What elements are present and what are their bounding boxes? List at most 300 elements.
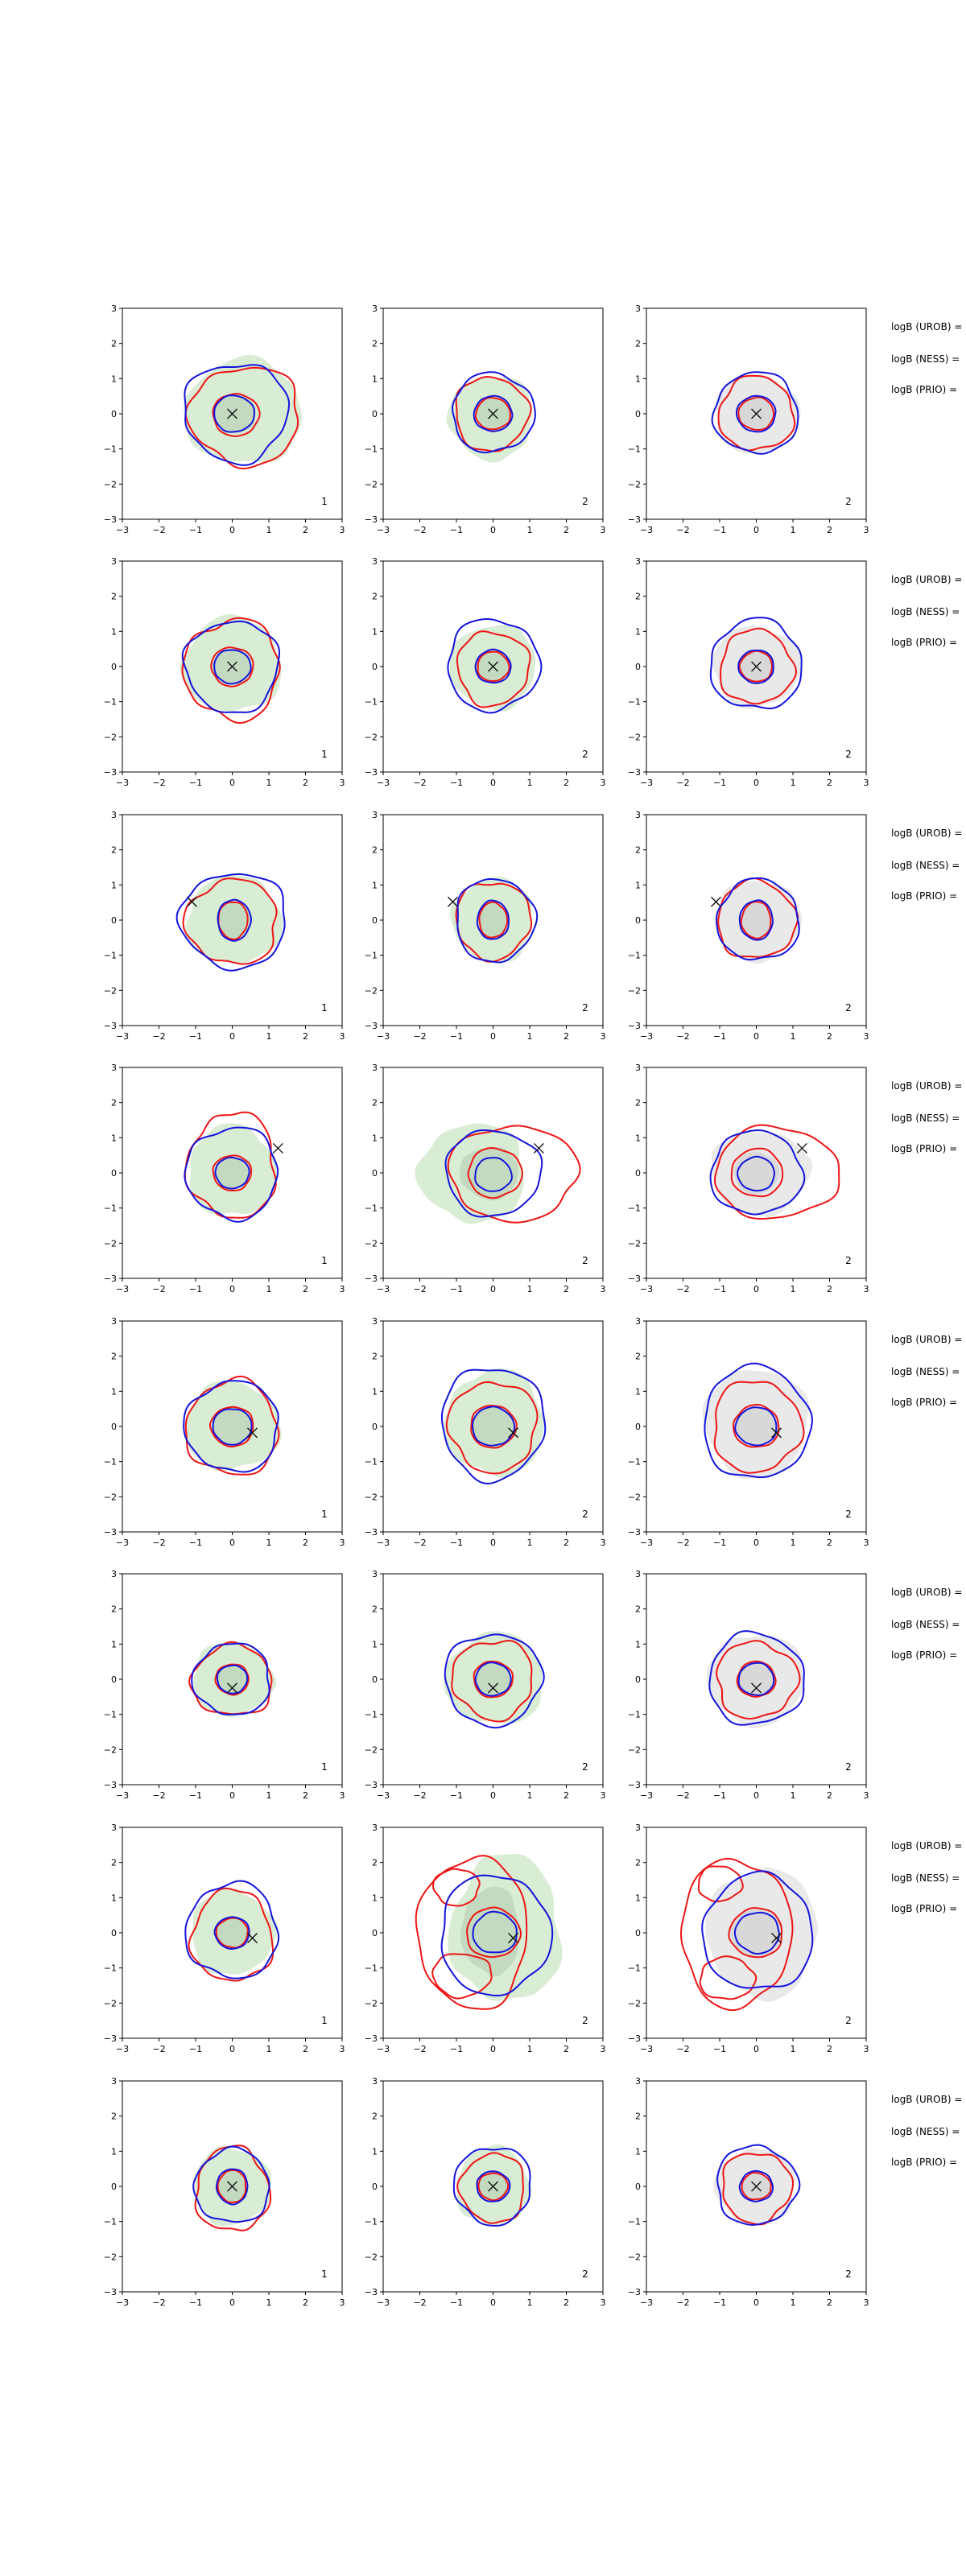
y-tick-label: 3 xyxy=(111,1823,117,1833)
plot-area xyxy=(716,878,803,964)
y-tick-label: 1 xyxy=(111,374,117,385)
logb-label-ness: logB (NESS) = xyxy=(891,606,960,617)
x-tick-label: −1 xyxy=(449,1538,464,1548)
y-tick-label: 2 xyxy=(372,1351,378,1362)
plot-area xyxy=(177,874,285,971)
x-tick-label: 0 xyxy=(490,525,496,535)
y-tick-label: −3 xyxy=(364,2287,378,2297)
y-tick-label: −2 xyxy=(627,2252,641,2263)
x-tick-label: 2 xyxy=(827,2297,832,2308)
x-tick-label: 1 xyxy=(790,1790,796,1801)
x-tick-label: −2 xyxy=(152,1031,166,1042)
y-tick-label: 2 xyxy=(111,338,117,349)
x-tick-label: −1 xyxy=(449,1790,464,1801)
y-tick-label: 3 xyxy=(635,1063,641,1073)
x-tick-label: −1 xyxy=(712,1284,727,1294)
logb-label-prio: logB (PRIO) = xyxy=(891,1143,958,1154)
x-tick-label: 2 xyxy=(827,2044,832,2054)
x-tick-label: 2 xyxy=(827,778,832,788)
x-tick-label: −3 xyxy=(376,1538,390,1548)
y-tick-label: 3 xyxy=(635,303,641,314)
y-tick-label: 0 xyxy=(372,1422,378,1432)
logb-label-prio: logB (PRIO) = xyxy=(891,1649,958,1661)
y-tick-label: 1 xyxy=(635,626,641,638)
logb-label-ness: logB (NESS) = xyxy=(891,1113,960,1124)
y-tick-label: 2 xyxy=(635,1857,641,1868)
y-tick-label: −1 xyxy=(627,1203,641,1214)
x-tick-label: −3 xyxy=(115,1790,130,1801)
y-tick-label: 0 xyxy=(372,1928,378,1938)
subplot-r2c2 xyxy=(356,556,613,793)
x-tick-label: −2 xyxy=(152,1790,166,1801)
plot-area xyxy=(448,619,541,713)
x-tick-label: 2 xyxy=(564,1031,569,1042)
y-tick-label: 1 xyxy=(111,2146,117,2157)
y-tick-label: 2 xyxy=(635,1604,641,1615)
y-tick-label: 0 xyxy=(111,1928,117,1938)
y-tick-label: −1 xyxy=(103,444,117,455)
panel-count-label: 1 xyxy=(321,1255,328,1266)
panel-count-label: 1 xyxy=(321,2015,328,2026)
x-tick-label: −3 xyxy=(639,1538,654,1548)
logb-label-urob: logB (UROB) = xyxy=(891,1080,963,1092)
x-tick-label: −1 xyxy=(188,525,203,535)
y-tick-label: 3 xyxy=(372,1063,378,1073)
panel-count-label: 2 xyxy=(845,496,852,507)
y-tick-label: 0 xyxy=(111,915,117,926)
subplot-r5c1 xyxy=(95,1316,352,1553)
x-tick-label: 2 xyxy=(827,1031,832,1042)
y-tick-label: 2 xyxy=(635,338,641,349)
y-tick-label: 2 xyxy=(372,1604,378,1615)
x-tick-label: 1 xyxy=(790,2044,796,2054)
y-tick-label: 1 xyxy=(635,1386,641,1397)
x-tick-label: 1 xyxy=(266,2044,272,2054)
y-tick-label: −1 xyxy=(627,444,641,455)
logb-label-ness: logB (NESS) = xyxy=(891,1366,960,1377)
x-tick-label: 2 xyxy=(564,1790,569,1801)
y-tick-label: 1 xyxy=(372,1133,378,1144)
y-tick-label: 2 xyxy=(635,2111,641,2122)
x-tick-label: 3 xyxy=(863,1790,869,1801)
x-tick-label: −2 xyxy=(413,778,427,788)
y-tick-label: −3 xyxy=(627,514,641,525)
x-tick-label: 0 xyxy=(229,2044,235,2054)
x-tick-label: 2 xyxy=(564,2297,569,2308)
y-tick-label: 2 xyxy=(372,591,378,602)
x-tick-label: −1 xyxy=(712,1790,727,1801)
logb-label-ness: logB (NESS) = xyxy=(891,1872,960,1884)
y-tick-label: −2 xyxy=(103,479,117,490)
y-tick-label: 1 xyxy=(372,1386,378,1397)
y-tick-label: −3 xyxy=(627,1780,641,1790)
subplot-r1c2 xyxy=(356,303,613,540)
x-tick-label: −3 xyxy=(376,778,390,788)
x-tick-label: 1 xyxy=(526,2044,533,2054)
x-tick-label: 1 xyxy=(790,1538,796,1548)
plot-area xyxy=(184,355,302,469)
panel-count-label: 1 xyxy=(321,1761,328,1773)
logb-label-urob: logB (UROB) = xyxy=(891,1334,963,1345)
y-tick-label: −2 xyxy=(627,479,641,490)
x-tick-label: 3 xyxy=(339,1538,345,1548)
x-tick-label: 1 xyxy=(790,525,796,535)
logb-label-urob: logB (UROB) = xyxy=(891,1587,963,1598)
y-tick-label: −1 xyxy=(103,1709,117,1720)
y-tick-label: 2 xyxy=(111,1097,117,1108)
logb-label-ness: logB (NESS) = xyxy=(891,353,960,365)
y-tick-label: −2 xyxy=(627,732,641,743)
y-tick-label: −3 xyxy=(103,2287,117,2297)
panel-count-label: 2 xyxy=(845,1002,852,1013)
y-tick-label: 1 xyxy=(111,1133,117,1144)
x-tick-label: 0 xyxy=(753,2297,759,2308)
y-tick-label: 1 xyxy=(111,1639,117,1650)
y-tick-label: −1 xyxy=(627,1963,641,1974)
x-tick-label: −3 xyxy=(115,525,130,535)
plot-area xyxy=(714,2145,800,2225)
x-tick-label: −1 xyxy=(712,2297,727,2308)
x-tick-label: −1 xyxy=(449,1284,464,1294)
y-tick-label: −1 xyxy=(103,2216,117,2227)
y-tick-label: −3 xyxy=(364,514,378,525)
panel-count-label: 2 xyxy=(845,749,852,760)
x-tick-label: 3 xyxy=(600,2044,606,2054)
x-tick-label: 2 xyxy=(303,1538,308,1548)
y-tick-label: −1 xyxy=(627,1456,641,1468)
y-tick-label: −2 xyxy=(627,985,641,997)
logb-label-urob: logB (UROB) = xyxy=(891,2094,963,2105)
y-tick-label: 1 xyxy=(111,1386,117,1397)
y-tick-label: −2 xyxy=(103,985,117,997)
subplot-r8c2 xyxy=(356,2076,613,2313)
x-tick-label: −1 xyxy=(449,1031,464,1042)
panel-count-label: 2 xyxy=(582,2268,588,2280)
x-tick-label: 2 xyxy=(564,2044,569,2054)
x-tick-label: 1 xyxy=(790,1031,796,1042)
x-tick-label: 0 xyxy=(753,1031,759,1042)
x-tick-label: 2 xyxy=(827,525,832,535)
y-tick-label: 3 xyxy=(372,303,378,314)
y-tick-label: −2 xyxy=(103,1238,117,1249)
y-tick-label: −2 xyxy=(364,1492,378,1503)
panel-count-label: 2 xyxy=(582,749,588,760)
subplot-r8c3 xyxy=(619,2076,876,2313)
panel-count-label: 2 xyxy=(582,496,588,507)
subplot-r5c2 xyxy=(356,1316,613,1553)
subplot-r6c3 xyxy=(619,1569,876,1806)
x-tick-label: 1 xyxy=(266,1284,272,1294)
y-tick-label: −1 xyxy=(103,950,117,961)
x-tick-label: 3 xyxy=(600,1790,606,1801)
y-tick-label: −3 xyxy=(103,1780,117,1790)
y-tick-label: 3 xyxy=(372,1823,378,1833)
x-tick-label: −2 xyxy=(413,1031,427,1042)
y-tick-label: 3 xyxy=(635,556,641,567)
x-tick-label: −1 xyxy=(449,2044,464,2054)
subplot-r2c3 xyxy=(619,556,876,793)
plot-area xyxy=(415,1123,580,1224)
y-tick-label: 2 xyxy=(635,1351,641,1362)
panel-count-label: 1 xyxy=(321,2268,328,2280)
y-tick-label: 3 xyxy=(372,810,378,820)
x-tick-label: 2 xyxy=(303,1790,308,1801)
x-tick-label: −1 xyxy=(188,1538,203,1548)
subplot-r7c1 xyxy=(95,1823,352,2059)
subplot-r5c3 xyxy=(619,1316,876,1553)
panel-count-label: 2 xyxy=(845,2015,852,2026)
logb-label-urob: logB (UROB) = xyxy=(891,1840,963,1852)
y-tick-label: 0 xyxy=(372,409,378,419)
x-tick-label: −3 xyxy=(115,778,130,788)
x-tick-label: −3 xyxy=(639,525,654,535)
x-tick-label: −3 xyxy=(376,1284,390,1294)
y-tick-label: 0 xyxy=(372,2182,378,2192)
y-tick-label: 3 xyxy=(635,1823,641,1833)
x-tick-label: −3 xyxy=(376,525,390,535)
y-tick-label: −2 xyxy=(364,1238,378,1249)
logb-label-urob: logB (UROB) = xyxy=(891,574,963,585)
x-tick-label: 0 xyxy=(490,1284,496,1294)
x-tick-label: −1 xyxy=(188,2297,203,2308)
plot-area xyxy=(447,372,535,462)
panel-count-label: 2 xyxy=(582,1255,588,1266)
y-tick-label: 0 xyxy=(635,1928,641,1938)
y-tick-label: 0 xyxy=(111,1674,117,1685)
y-tick-label: −1 xyxy=(364,1709,378,1720)
x-tick-label: 2 xyxy=(564,1284,569,1294)
x-tick-label: 2 xyxy=(303,1031,308,1042)
x-tick-label: 0 xyxy=(229,1790,235,1801)
plot-area xyxy=(184,1113,278,1222)
x-tick-label: 3 xyxy=(600,2297,606,2308)
subplot-r1c3 xyxy=(619,303,876,540)
subplot-r7c2 xyxy=(356,1823,613,2059)
y-tick-label: −2 xyxy=(627,1492,641,1503)
y-tick-label: 0 xyxy=(111,2182,117,2192)
x-tick-label: 3 xyxy=(339,1284,345,1294)
y-tick-label: 1 xyxy=(635,880,641,891)
panel-count-label: 1 xyxy=(321,749,328,760)
plot-area xyxy=(416,1854,563,2009)
y-tick-label: −2 xyxy=(364,1998,378,2009)
y-tick-label: −3 xyxy=(364,1274,378,1284)
y-tick-label: 3 xyxy=(635,1316,641,1327)
y-tick-label: 1 xyxy=(635,1133,641,1144)
x-tick-label: −1 xyxy=(188,778,203,788)
x-tick-label: 0 xyxy=(490,1790,496,1801)
y-tick-label: −1 xyxy=(627,696,641,708)
y-tick-label: −2 xyxy=(627,1744,641,1756)
x-tick-label: −1 xyxy=(188,2044,203,2054)
x-tick-label: 3 xyxy=(863,1538,869,1548)
subplot-r4c1 xyxy=(95,1063,352,1299)
y-tick-label: 2 xyxy=(111,1604,117,1615)
panel-count-label: 2 xyxy=(582,2015,588,2026)
x-tick-label: −2 xyxy=(676,1284,690,1294)
plot-area xyxy=(711,1125,840,1219)
y-tick-label: 2 xyxy=(111,591,117,602)
x-tick-label: −3 xyxy=(639,1031,654,1042)
x-tick-label: 1 xyxy=(266,525,272,535)
x-tick-label: 3 xyxy=(600,1284,606,1294)
x-tick-label: 3 xyxy=(863,778,869,788)
x-tick-label: 1 xyxy=(790,2297,796,2308)
y-tick-label: 3 xyxy=(111,1063,117,1073)
x-tick-label: −2 xyxy=(413,1538,427,1548)
y-tick-label: 2 xyxy=(635,591,641,602)
y-tick-label: 0 xyxy=(635,1168,641,1179)
y-tick-label: −1 xyxy=(103,1963,117,1974)
x-tick-label: 1 xyxy=(266,2297,272,2308)
x-tick-label: 0 xyxy=(490,1538,496,1548)
logb-label-ness: logB (NESS) = xyxy=(891,860,960,871)
y-tick-label: 3 xyxy=(111,810,117,820)
plot-area xyxy=(442,1368,545,1484)
y-tick-label: 1 xyxy=(111,880,117,891)
panel-count-label: 2 xyxy=(582,1509,588,1520)
y-tick-label: 2 xyxy=(372,1857,378,1868)
x-tick-label: 0 xyxy=(753,2044,759,2054)
logb-label-prio: logB (PRIO) = xyxy=(891,384,958,395)
x-tick-label: −3 xyxy=(376,1790,390,1801)
x-tick-label: 1 xyxy=(266,1031,272,1042)
plot-area xyxy=(189,1642,276,1718)
x-marker xyxy=(711,897,720,906)
logb-label-prio: logB (PRIO) = xyxy=(891,1397,958,1408)
x-tick-label: −1 xyxy=(712,2044,727,2054)
x-tick-label: 0 xyxy=(229,1284,235,1294)
x-tick-label: 3 xyxy=(863,1284,869,1294)
x-tick-label: 1 xyxy=(526,1790,533,1801)
y-tick-label: 2 xyxy=(372,2111,378,2122)
y-tick-label: −1 xyxy=(364,1963,378,1974)
x-tick-label: −3 xyxy=(115,1284,130,1294)
plot-area xyxy=(681,1859,818,2010)
y-tick-label: −3 xyxy=(364,1527,378,1538)
y-tick-label: −1 xyxy=(103,1456,117,1468)
x-tick-label: −2 xyxy=(413,1284,427,1294)
x-tick-label: −3 xyxy=(115,2044,130,2054)
y-tick-label: −3 xyxy=(364,1780,378,1790)
y-tick-label: −3 xyxy=(627,1274,641,1284)
y-tick-label: −1 xyxy=(627,1709,641,1720)
subplot-r3c1 xyxy=(95,810,352,1046)
subplot-r4c3 xyxy=(619,1063,876,1299)
x-tick-label: −1 xyxy=(188,1284,203,1294)
y-tick-label: −1 xyxy=(364,2216,378,2227)
x-tick-label: −1 xyxy=(712,778,727,788)
y-tick-label: 1 xyxy=(635,1893,641,1904)
x-tick-label: 2 xyxy=(303,525,308,535)
x-tick-label: −1 xyxy=(712,525,727,535)
x-tick-label: 0 xyxy=(490,1031,496,1042)
y-tick-label: 2 xyxy=(111,2111,117,2122)
y-tick-label: −3 xyxy=(364,2033,378,2044)
x-tick-label: −3 xyxy=(639,2297,654,2308)
plot-area xyxy=(185,1881,279,1981)
y-tick-label: −2 xyxy=(364,985,378,997)
y-tick-label: −1 xyxy=(364,696,378,708)
x-tick-label: 1 xyxy=(266,778,272,788)
y-tick-label: −1 xyxy=(364,444,378,455)
y-tick-label: 0 xyxy=(635,1422,641,1432)
y-tick-label: 1 xyxy=(372,1893,378,1904)
x-tick-label: −1 xyxy=(449,525,464,535)
x-tick-label: −2 xyxy=(676,525,690,535)
x-tick-label: −2 xyxy=(676,1538,690,1548)
x-tick-label: 0 xyxy=(229,2297,235,2308)
y-tick-label: 1 xyxy=(372,2146,378,2157)
y-tick-label: 0 xyxy=(111,409,117,419)
x-tick-label: 0 xyxy=(753,1538,759,1548)
x-tick-label: −2 xyxy=(152,1538,166,1548)
x-tick-label: −3 xyxy=(376,2044,390,2054)
subplot-r3c3 xyxy=(619,810,876,1046)
x-tick-label: 3 xyxy=(600,525,606,535)
subplot-r7c3 xyxy=(619,1823,876,2059)
x-tick-label: −2 xyxy=(413,1790,427,1801)
subplot-r6c1 xyxy=(95,1569,352,1806)
x-tick-label: 0 xyxy=(490,778,496,788)
x-tick-label: −3 xyxy=(639,1284,654,1294)
logb-label-ness: logB (NESS) = xyxy=(891,2126,960,2137)
y-tick-label: 3 xyxy=(372,1316,378,1327)
x-tick-label: 2 xyxy=(303,778,308,788)
x-tick-label: 2 xyxy=(303,1284,308,1294)
x-tick-label: 0 xyxy=(490,2044,496,2054)
plot-area xyxy=(711,617,802,709)
logb-label-ness: logB (NESS) = xyxy=(891,1619,960,1630)
y-tick-label: −2 xyxy=(627,1998,641,2009)
x-tick-label: 1 xyxy=(526,1031,533,1042)
x-tick-label: 1 xyxy=(526,1538,533,1548)
y-tick-label: 3 xyxy=(635,1569,641,1579)
x-tick-label: −2 xyxy=(152,525,166,535)
x-tick-label: 1 xyxy=(526,2297,533,2308)
y-tick-label: −3 xyxy=(627,2033,641,2044)
x-tick-label: 3 xyxy=(863,2044,869,2054)
plot-area xyxy=(184,1377,281,1475)
y-tick-label: −3 xyxy=(103,514,117,525)
x-tick-label: 1 xyxy=(526,525,533,535)
x-tick-label: 3 xyxy=(863,1031,869,1042)
panel-count-label: 1 xyxy=(321,496,328,507)
y-tick-label: −3 xyxy=(627,2287,641,2297)
x-tick-label: 3 xyxy=(339,2044,345,2054)
y-tick-label: 1 xyxy=(111,626,117,638)
x-tick-label: −2 xyxy=(676,778,690,788)
y-tick-label: 1 xyxy=(111,1893,117,1904)
x-tick-label: 2 xyxy=(827,1538,832,1548)
plot-area xyxy=(193,2145,271,2231)
y-tick-label: −1 xyxy=(627,950,641,961)
y-tick-label: −2 xyxy=(364,479,378,490)
x-tick-label: 2 xyxy=(564,1538,569,1548)
x-tick-label: 0 xyxy=(490,2297,496,2308)
x-tick-label: 3 xyxy=(339,525,345,535)
y-tick-label: −2 xyxy=(364,2252,378,2263)
x-tick-label: 1 xyxy=(790,1284,796,1294)
y-tick-label: 2 xyxy=(111,1351,117,1362)
y-tick-label: 0 xyxy=(635,409,641,419)
y-tick-label: −1 xyxy=(103,1203,117,1214)
y-tick-label: 0 xyxy=(372,1674,378,1685)
y-tick-label: 3 xyxy=(111,1316,117,1327)
logb-label-prio: logB (PRIO) = xyxy=(891,637,958,648)
x-tick-label: −1 xyxy=(449,2297,464,2308)
panel-count-label: 2 xyxy=(845,1255,852,1266)
